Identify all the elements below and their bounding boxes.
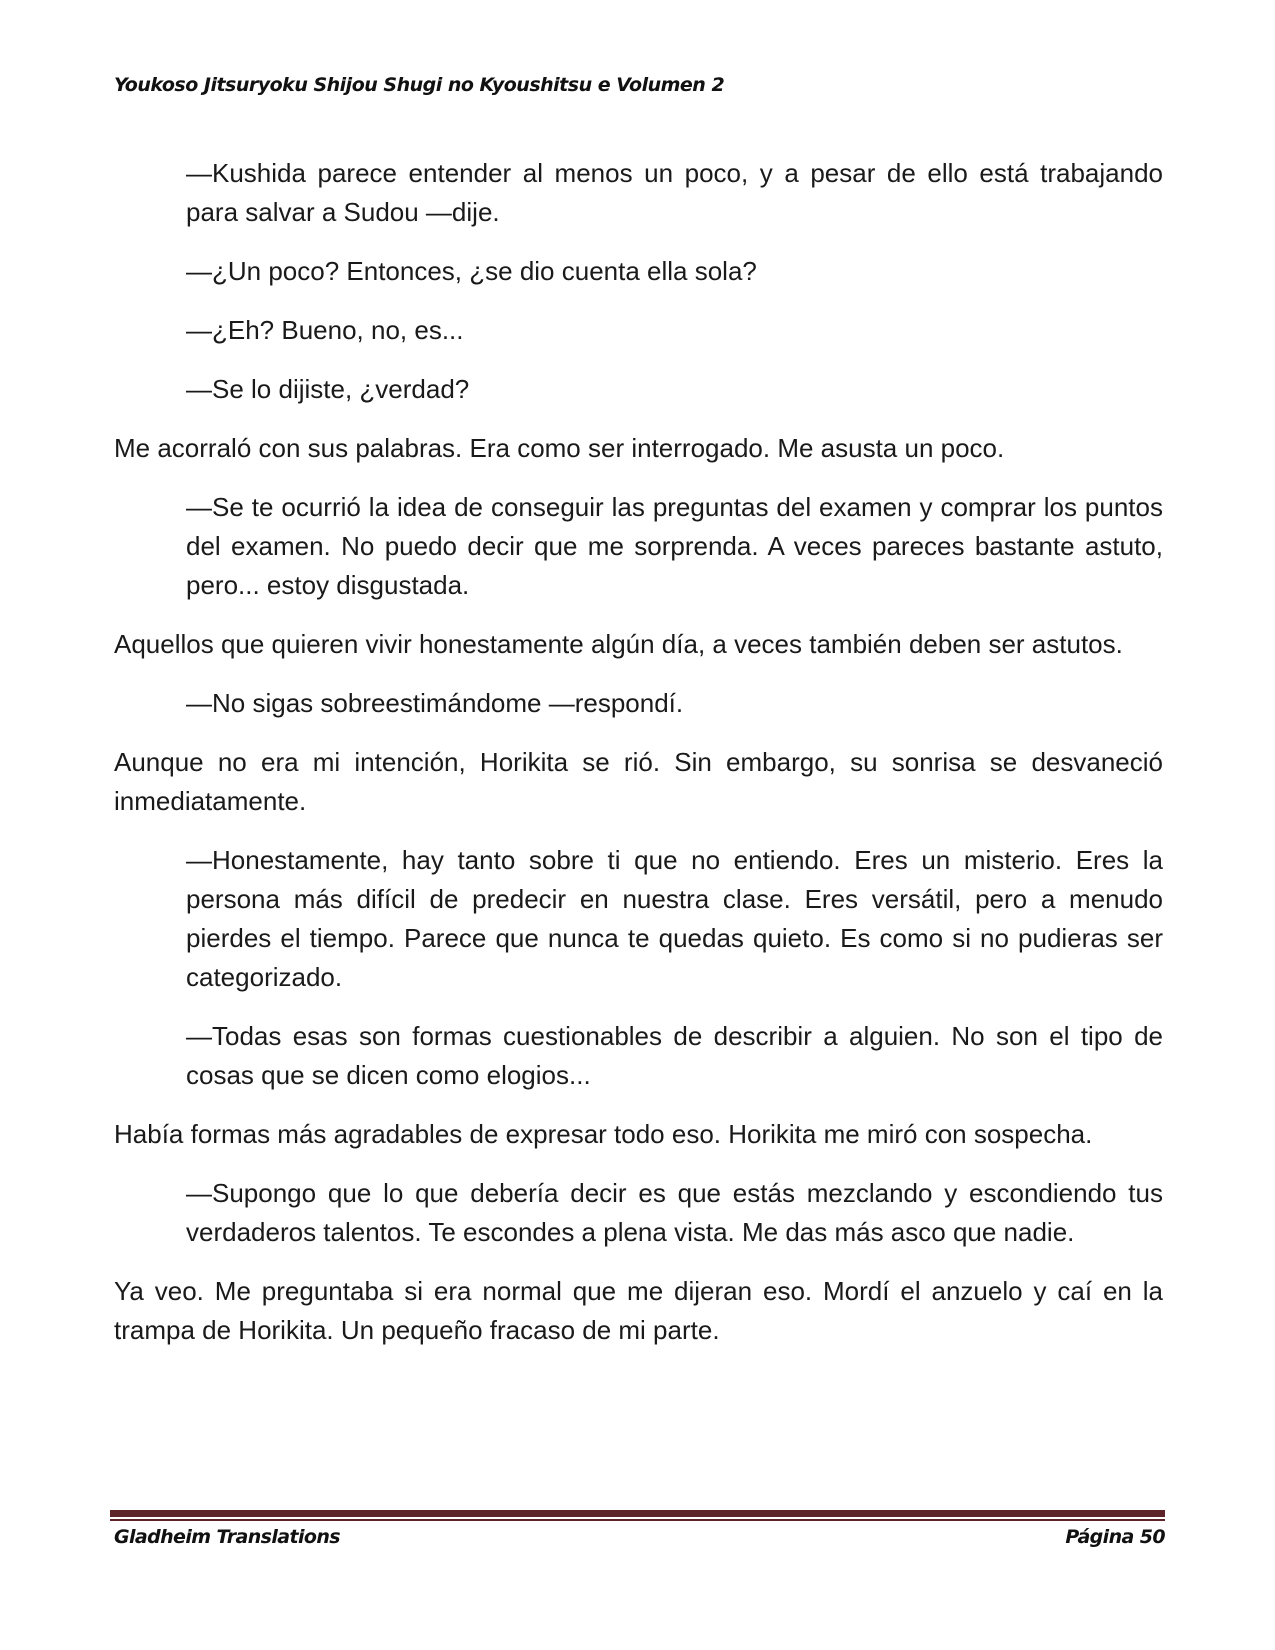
narration-paragraph: Ya veo. Me preguntaba si era normal que me dijeran eso. Mordí el anzuelo y caí en la trampa de Horikita. Un pequeño fracaso de mi parte.: [114, 1276, 1163, 1345]
page-number: Página 50: [1065, 1526, 1165, 1548]
dialogue-paragraph: —¿Eh? Bueno, no, es...: [186, 315, 464, 345]
dialogue-paragraph: —Todas esas son formas cuestionables de describir a alguien. No son el tipo de cosas que se dicen como elogios...: [186, 1021, 1163, 1090]
dialogue-paragraph: —Se te ocurrió la idea de conseguir las preguntas del examen y comprar los puntos del examen. No puedo decir que me sorprenda. A veces pareces bastante astuto, pero... estoy disgustada.: [186, 492, 1163, 600]
footer-credit: Gladheim Translations: [114, 1526, 340, 1548]
footer-rule-thin: [110, 1519, 1165, 1521]
narration-paragraph: Aunque no era mi intención, Horikita se rió. Sin embargo, su sonrisa se desvaneció inmediatamente.: [114, 747, 1163, 816]
dialogue-paragraph: —Supongo que lo que debería decir es que estás mezclando y escondiendo tus verdaderos talentos. Te escondes a plena vista. Me das más asco que nadie.: [186, 1178, 1163, 1247]
running-header: Youkoso Jitsuryoku Shijou Shugi no Kyoushitsu e Volumen 2: [114, 74, 725, 96]
dialogue-paragraph: —No sigas sobreestimándome —respondí.: [186, 688, 684, 718]
narration-paragraph: Me acorraló con sus palabras. Era como ser interrogado. Me asusta un poco.: [114, 433, 1005, 463]
narration-paragraph: Había formas más agradables de expresar todo eso. Horikita me miró con sospecha.: [114, 1119, 1093, 1149]
page-body: [114, 154, 1163, 1370]
dialogue-paragraph: —¿Un poco? Entonces, ¿se dio cuenta ella sola?: [186, 256, 757, 286]
dialogue-paragraph: —Se lo dijiste, ¿verdad?: [186, 374, 470, 404]
footer-rule-thick: [110, 1510, 1165, 1517]
dialogue-paragraph: —Honestamente, hay tanto sobre ti que no entiendo. Eres un misterio. Eres la persona más difícil de predecir en nuestra clase. Eres versátil, pero a menudo pierdes el tiempo. Parece que nunca te quedas quieto. Es como si no pudieras ser categorizado.: [186, 845, 1163, 992]
narration-paragraph: Aquellos que quieren vivir honestamente algún día, a veces también deben ser astutos.: [114, 629, 1123, 659]
dialogue-paragraph: —Kushida parece entender al menos un poco, y a pesar de ello está trabajando para salvar a Sudou —dije.: [186, 158, 1163, 227]
